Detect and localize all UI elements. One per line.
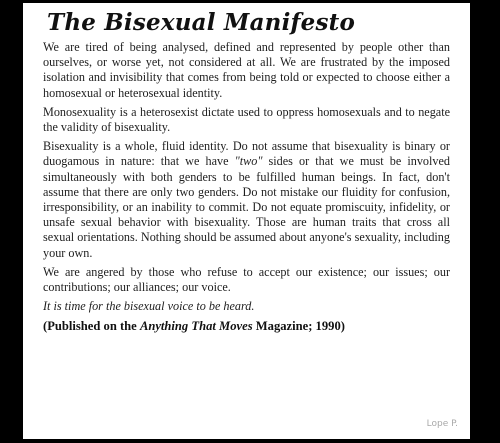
magazine-name: Anything That Moves: [139, 319, 253, 334]
paragraph-fluid-identity: [43, 139, 450, 261]
paragraph-fluid-identity-rest: sides or that we must be involved simultaneously with both genders to be fulfilled human beings. In fact, don't assume that there are only two genders. Do not mistake our fluidity for confusion, irresponsibility, or an inability to commit. Do not equate promiscuity, infidelity, or unsafe sexual behavior with bisexuality. Those are human traits that cross all sexual orientations. Nothing should be assumed about anyone's sexuality, including your own.: [43, 154, 450, 260]
publication-credit: [43, 318, 450, 334]
manifesto-page: [23, 3, 470, 439]
signature-watermark: Lope P.: [426, 419, 458, 429]
paragraph-fluid-identity-start: Bisexuality is a whole, fluid identity. Do not assume that bisexuality is binary or duogamous in nature: that we have: [43, 139, 450, 169]
paragraph-tired: We are tired of being analysed, defined and represented by people other than ourselves, or worse yet, not considered at all. We are frustrated by the imposed isolation and invisibility that comes from being told or expected to choose either a homosexual or heterosexual identity.: [43, 40, 450, 100]
paragraph-monosexuality: Monosexuality is a heterosexist dictate used to oppress homosexuals and to negate the validity of bisexuality.: [43, 104, 450, 135]
two-emphasis: "two": [234, 154, 263, 169]
publication-credit-end: Magazine; 1990): [252, 319, 345, 334]
closing-statement: It is time for the bisexual voice to be heard.: [43, 299, 255, 314]
publication-credit-start: (Published on the: [43, 319, 140, 334]
page-title: The Bisexual Manifesto: [47, 9, 355, 36]
paragraph-angered: We are angered by those who refuse to accept our existence; our issues; our contributions; our alliances; our voice.: [43, 264, 450, 295]
